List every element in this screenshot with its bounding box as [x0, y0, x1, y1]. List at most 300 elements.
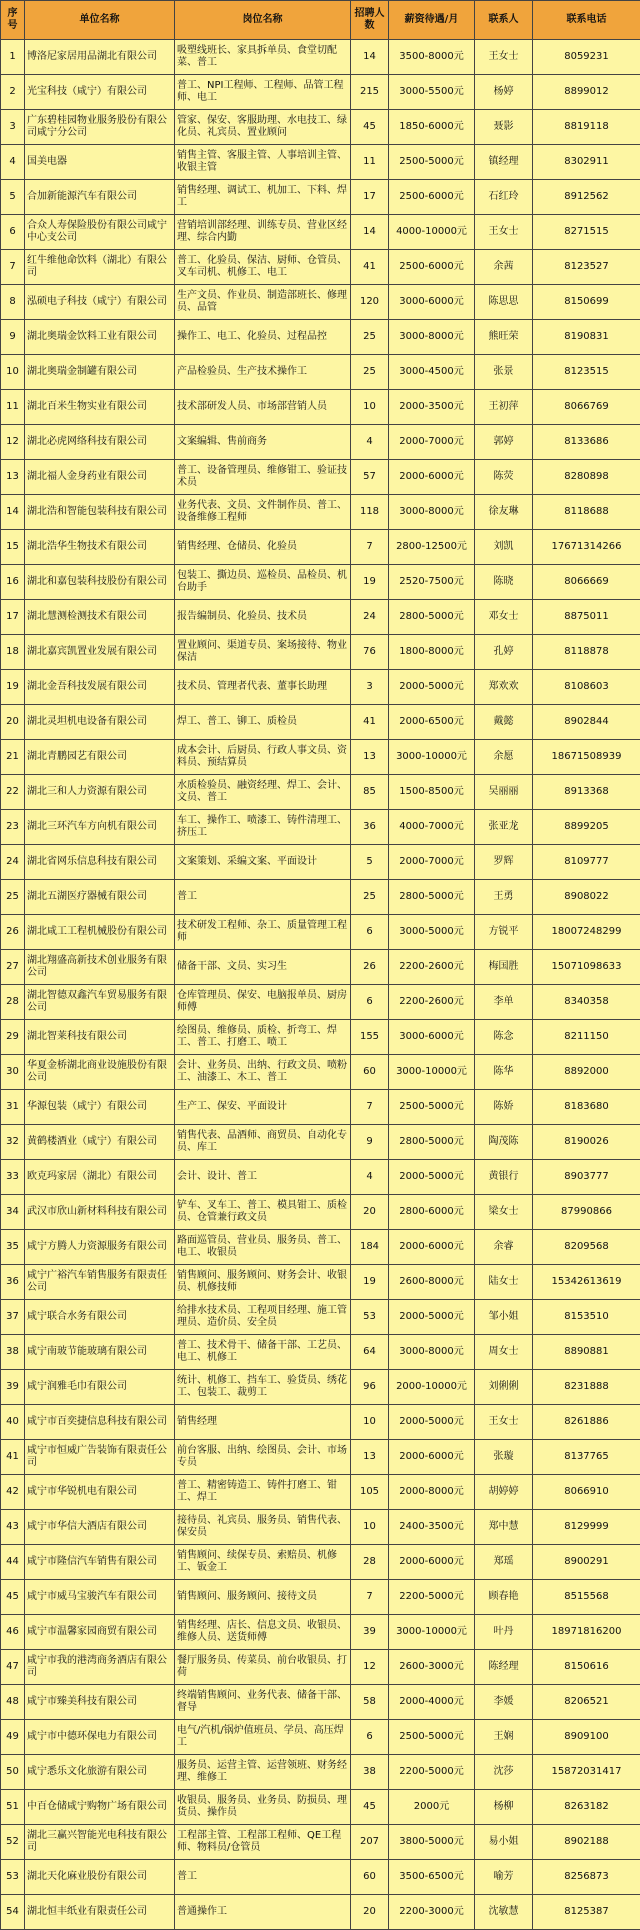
contact-person: 郭婷 [475, 425, 533, 460]
company-name: 湖北奥瑞金制罐有限公司 [25, 355, 175, 390]
positions: 普工 [175, 1860, 351, 1895]
positions: 会计、业务员、出纳、行政文员、喷粉工、油漆工、木工、普工 [175, 1055, 351, 1090]
table-row [1, 1860, 640, 1895]
table-row [1, 250, 640, 285]
positions: 前台客服、出纳、绘图员、会计、市场专员 [175, 1440, 351, 1475]
positions: 储备干部、文员、实习生 [175, 950, 351, 985]
row-number: 51 [1, 1790, 25, 1825]
contact-phone: 8190026 [533, 1125, 640, 1160]
row-number: 27 [1, 950, 25, 985]
positions: 收银员、服务员、业务员、防损员、理货员、操作员 [175, 1790, 351, 1825]
contact-phone: 8875011 [533, 600, 640, 635]
hire-count: 45 [351, 1790, 389, 1825]
contact-person: 陈念 [475, 1020, 533, 1055]
contact-phone: 87990866 [533, 1195, 640, 1230]
row-number: 44 [1, 1545, 25, 1580]
contact-person: 石红玲 [475, 180, 533, 215]
salary: 2000-5000元 [389, 1405, 475, 1440]
positions: 统计、机修工、挡车工、验货员、绣花工、包装工、裁剪工 [175, 1370, 351, 1405]
salary: 2200-3000元 [389, 1895, 475, 1930]
positions: 铲车、叉车工、普工、模具钳工、质检员、仓管兼行政文员 [175, 1195, 351, 1230]
contact-phone: 8900291 [533, 1545, 640, 1580]
contact-person: 杨婷 [475, 75, 533, 110]
positions: 终端销售顾问、业务代表、储备干部、督导 [175, 1685, 351, 1720]
table-row [1, 180, 640, 215]
company-name: 湖北咸工工程机械股份有限公司 [25, 915, 175, 950]
contact-phone: 8819118 [533, 110, 640, 145]
contact-person: 熊旺荣 [475, 320, 533, 355]
positions: 报告编制员、化验员、技术员 [175, 600, 351, 635]
row-number: 11 [1, 390, 25, 425]
hire-count: 13 [351, 740, 389, 775]
company-name: 湖北必虎网络科技有限公司 [25, 425, 175, 460]
row-number: 4 [1, 145, 25, 180]
hire-count: 207 [351, 1825, 389, 1860]
positions: 普工、化验员、保洁、厨师、仓管员、叉车司机、机修工、电工 [175, 250, 351, 285]
contact-person: 余睿 [475, 1230, 533, 1265]
company-name: 湖北奥瑞金饮料工业有限公司 [25, 320, 175, 355]
salary: 3000-6000元 [389, 285, 475, 320]
contact-phone: 8118878 [533, 635, 640, 670]
row-number: 38 [1, 1335, 25, 1370]
contact-person: 喻芳 [475, 1860, 533, 1895]
contact-person: 张璇 [475, 1440, 533, 1475]
positions: 焊工、普工、铆工、质检员 [175, 705, 351, 740]
positions: 操作工、电工、化验员、过程品控 [175, 320, 351, 355]
salary: 4000-7000元 [389, 810, 475, 845]
row-number: 52 [1, 1825, 25, 1860]
hire-count: 3 [351, 670, 389, 705]
table-row [1, 1895, 640, 1930]
table-row [1, 320, 640, 355]
positions: 餐厅服务员、传菜员、前台收银员、打荷 [175, 1650, 351, 1685]
hire-count: 118 [351, 495, 389, 530]
table-row [1, 145, 640, 180]
positions: 文案编辑、售前商务 [175, 425, 351, 460]
table-row [1, 635, 640, 670]
row-number: 40 [1, 1405, 25, 1440]
table-row [1, 1195, 640, 1230]
table-row [1, 775, 640, 810]
contact-person: 李媛 [475, 1685, 533, 1720]
table-row [1, 1720, 640, 1755]
salary: 3800-5000元 [389, 1825, 475, 1860]
salary: 2000-5000元 [389, 1300, 475, 1335]
contact-phone: 8340358 [533, 985, 640, 1020]
table-row [1, 40, 640, 75]
positions: 服务员、运营主管、运营领班、财务经理、维修工 [175, 1755, 351, 1790]
hire-count: 184 [351, 1230, 389, 1265]
company-name: 湖北金吾科技发展有限公司 [25, 670, 175, 705]
positions: 技术员、管理者代表、董事长助理 [175, 670, 351, 705]
contact-phone: 8908022 [533, 880, 640, 915]
contact-person: 张景 [475, 355, 533, 390]
contact-phone: 8256873 [533, 1860, 640, 1895]
contact-person: 邹小姐 [475, 1300, 533, 1335]
hire-count: 41 [351, 705, 389, 740]
company-name: 泓硕电子科技（咸宁）有限公司 [25, 285, 175, 320]
positions: 技术研发工程师、杂工、质量管理工程师 [175, 915, 351, 950]
contact-phone: 8066910 [533, 1475, 640, 1510]
hire-count: 215 [351, 75, 389, 110]
table-row [1, 110, 640, 145]
contact-person: 吴丽丽 [475, 775, 533, 810]
contact-phone: 8150616 [533, 1650, 640, 1685]
salary: 2000-3500元 [389, 390, 475, 425]
salary: 3000-4500元 [389, 355, 475, 390]
salary: 2500-5000元 [389, 145, 475, 180]
contact-person: 徐友琳 [475, 495, 533, 530]
positions: 普通操作工 [175, 1895, 351, 1930]
row-number: 46 [1, 1615, 25, 1650]
contact-phone: 8909100 [533, 1720, 640, 1755]
table-row [1, 1125, 640, 1160]
hire-count: 39 [351, 1615, 389, 1650]
hire-count: 36 [351, 810, 389, 845]
row-number: 37 [1, 1300, 25, 1335]
contact-person: 胡婷婷 [475, 1475, 533, 1510]
positions: 置业顾问、渠道专员、案场接待、物业保洁 [175, 635, 351, 670]
hire-count: 19 [351, 1265, 389, 1300]
row-number: 31 [1, 1090, 25, 1125]
positions: 接待员、礼宾员、服务员、销售代表、保安员 [175, 1510, 351, 1545]
salary: 2800-5000元 [389, 600, 475, 635]
hire-count: 19 [351, 565, 389, 600]
table-row [1, 1790, 640, 1825]
hire-count: 9 [351, 1125, 389, 1160]
salary: 2000-4000元 [389, 1685, 475, 1720]
header-company: 单位名称 [25, 1, 175, 40]
company-name: 欧克玛家居（湖北）有限公司 [25, 1160, 175, 1195]
hire-count: 11 [351, 145, 389, 180]
contact-phone: 8108603 [533, 670, 640, 705]
company-name: 合众人寿保险股份有限公司咸宁中心支公司 [25, 215, 175, 250]
salary: 2600-3000元 [389, 1650, 475, 1685]
salary: 1850-6000元 [389, 110, 475, 145]
table-row [1, 75, 640, 110]
row-number: 33 [1, 1160, 25, 1195]
table-row [1, 1090, 640, 1125]
table-row [1, 1160, 640, 1195]
table-row [1, 1475, 640, 1510]
contact-person: 郑瑶 [475, 1545, 533, 1580]
contact-phone: 8133686 [533, 425, 640, 460]
positions: 生产工、保安、平面设计 [175, 1090, 351, 1125]
row-number: 36 [1, 1265, 25, 1300]
table-row [1, 285, 640, 320]
company-name: 湖北天化麻业股份有限公司 [25, 1860, 175, 1895]
row-number: 7 [1, 250, 25, 285]
company-name: 国美电器 [25, 145, 175, 180]
hire-count: 58 [351, 1685, 389, 1720]
hire-count: 57 [351, 460, 389, 495]
positions: 销售顾问、服务顾问、接待文员 [175, 1580, 351, 1615]
table-row [1, 425, 640, 460]
contact-phone: 8150699 [533, 285, 640, 320]
positions: 销售主管、客服主管、人事培训主管、收银主管 [175, 145, 351, 180]
row-number: 10 [1, 355, 25, 390]
positions: 车工、操作工、喷漆工、铸件清理工、挤压工 [175, 810, 351, 845]
contact-phone: 15872031417 [533, 1755, 640, 1790]
company-name: 湖北恒丰纸业有限责任公司 [25, 1895, 175, 1930]
row-number: 35 [1, 1230, 25, 1265]
company-name: 咸宁方腾人力资源服务有限公司 [25, 1230, 175, 1265]
positions: 销售经理、店长、信息文员、收银员、维修人员、送货师傅 [175, 1615, 351, 1650]
contact-phone: 8125387 [533, 1895, 640, 1930]
company-name: 湖北百米生物实业有限公司 [25, 390, 175, 425]
row-number: 42 [1, 1475, 25, 1510]
company-name: 黄鹤楼酒业（咸宁）有限公司 [25, 1125, 175, 1160]
hire-count: 60 [351, 1860, 389, 1895]
hire-count: 14 [351, 40, 389, 75]
contact-person: 梁女士 [475, 1195, 533, 1230]
contact-person: 陶茂陈 [475, 1125, 533, 1160]
salary: 2200-5000元 [389, 1580, 475, 1615]
positions: 工程部主管、工程部工程师、QE工程师、物料员/仓管员 [175, 1825, 351, 1860]
salary: 2000-6500元 [389, 705, 475, 740]
salary: 2800-5000元 [389, 880, 475, 915]
company-name: 湖北嘉宾凯置业发展有限公司 [25, 635, 175, 670]
row-number: 25 [1, 880, 25, 915]
contact-phone: 8059231 [533, 40, 640, 75]
contact-phone: 8302911 [533, 145, 640, 180]
contact-phone: 8902188 [533, 1825, 640, 1860]
table-row [1, 985, 640, 1020]
header-salary: 薪资待遇/月 [389, 1, 475, 40]
row-number: 14 [1, 495, 25, 530]
row-number: 8 [1, 285, 25, 320]
positions: 文案策划、采编文案、平面设计 [175, 845, 351, 880]
company-name: 湖北浩华生物技术有限公司 [25, 530, 175, 565]
positions: 普工、设备管理员、维修钳工、验证技术员 [175, 460, 351, 495]
salary: 2500-6000元 [389, 250, 475, 285]
contact-phone: 8231888 [533, 1370, 640, 1405]
contact-person: 刘俐俐 [475, 1370, 533, 1405]
company-name: 湖北慧测检测技术有限公司 [25, 600, 175, 635]
hire-count: 7 [351, 530, 389, 565]
table-row [1, 495, 640, 530]
contact-person: 李单 [475, 985, 533, 1020]
positions: 销售经理 [175, 1405, 351, 1440]
contact-phone: 8206521 [533, 1685, 640, 1720]
table-row [1, 600, 640, 635]
row-number: 5 [1, 180, 25, 215]
company-name: 博洛尼家居用品湖北有限公司 [25, 40, 175, 75]
company-name: 咸宁市隆信汽车销售有限公司 [25, 1545, 175, 1580]
table-row [1, 1055, 640, 1090]
company-name: 咸宁联合水务有限公司 [25, 1300, 175, 1335]
row-number: 32 [1, 1125, 25, 1160]
contact-person: 邓女士 [475, 600, 533, 635]
contact-person: 罗辉 [475, 845, 533, 880]
salary: 2520-7500元 [389, 565, 475, 600]
row-number: 26 [1, 915, 25, 950]
header-phone: 联系电话 [533, 1, 640, 40]
positions: 给排水技术员、工程项目经理、施工管理员、造价员、安全员 [175, 1300, 351, 1335]
hire-count: 53 [351, 1300, 389, 1335]
contact-person: 方锐平 [475, 915, 533, 950]
positions: 销售代表、品酒师、商贸员、自动化专员、库工 [175, 1125, 351, 1160]
positions: 销售顾问、服务顾问、财务会计、收银员、机修技师 [175, 1265, 351, 1300]
hire-count: 38 [351, 1755, 389, 1790]
contact-phone: 8190831 [533, 320, 640, 355]
contact-person: 陈思思 [475, 285, 533, 320]
contact-person: 王女士 [475, 215, 533, 250]
row-number: 1 [1, 40, 25, 75]
hire-count: 20 [351, 1195, 389, 1230]
company-name: 咸宁市华锐机电有限公司 [25, 1475, 175, 1510]
row-number: 48 [1, 1685, 25, 1720]
salary: 2000-10000元 [389, 1370, 475, 1405]
company-name: 湖北智德双鑫汽车贸易服务有限公司 [25, 985, 175, 1020]
company-name: 咸宁市中德环保电力有限公司 [25, 1720, 175, 1755]
contact-phone: 8902844 [533, 705, 640, 740]
salary: 2200-5000元 [389, 1755, 475, 1790]
contact-person: 王娴 [475, 1720, 533, 1755]
row-number: 54 [1, 1895, 25, 1930]
header-count: 招聘人数 [351, 1, 389, 40]
salary: 1500-8500元 [389, 775, 475, 810]
positions: 销售顾问、续保专员、索赔员、机修工、钣金工 [175, 1545, 351, 1580]
company-name: 湖北和嘉包装科技股份有限公司 [25, 565, 175, 600]
contact-phone: 8129999 [533, 1510, 640, 1545]
row-number: 30 [1, 1055, 25, 1090]
positions: 生产文员、作业员、制造部班长、修理员、品管 [175, 285, 351, 320]
positions: 水质检验员、融资经理、焊工、会计、文员、普工 [175, 775, 351, 810]
salary: 4000-10000元 [389, 215, 475, 250]
salary: 2400-3500元 [389, 1510, 475, 1545]
table-row [1, 1545, 640, 1580]
contact-phone: 8515568 [533, 1580, 640, 1615]
company-name: 咸宁市威马宝骏汽车有限公司 [25, 1580, 175, 1615]
row-number: 16 [1, 565, 25, 600]
contact-person: 聂影 [475, 110, 533, 145]
contact-phone: 8109777 [533, 845, 640, 880]
salary: 3000-8000元 [389, 495, 475, 530]
header-no: 序号 [1, 1, 25, 40]
salary: 2000-8000元 [389, 1475, 475, 1510]
salary: 2000-7000元 [389, 425, 475, 460]
contact-person: 杨柳 [475, 1790, 533, 1825]
company-name: 咸宁市百奕捷信息科技有限公司 [25, 1405, 175, 1440]
hire-count: 10 [351, 390, 389, 425]
row-number: 12 [1, 425, 25, 460]
company-name: 武汉市欣山新材料科技有限公司 [25, 1195, 175, 1230]
table-row [1, 845, 640, 880]
hire-count: 20 [351, 1895, 389, 1930]
company-name: 广东碧桂园物业服务股份有限公司咸宁分公司 [25, 110, 175, 145]
salary: 2000-5000元 [389, 1160, 475, 1195]
table-row [1, 565, 640, 600]
company-name: 咸宁市臻美科技有限公司 [25, 1685, 175, 1720]
positions: 吸塑线班长、家具拆单员、食堂切配菜、普工 [175, 40, 351, 75]
contact-phone: 8912562 [533, 180, 640, 215]
hire-count: 6 [351, 1720, 389, 1755]
row-number: 15 [1, 530, 25, 565]
row-number: 24 [1, 845, 25, 880]
salary: 2000-6000元 [389, 1545, 475, 1580]
salary: 2800-6000元 [389, 1195, 475, 1230]
contact-person: 孔婷 [475, 635, 533, 670]
company-name: 中百仓储咸宁购物广场有限公司 [25, 1790, 175, 1825]
positions: 普工 [175, 880, 351, 915]
company-name: 湖北灵坦机电设备有限公司 [25, 705, 175, 740]
contact-person: 郑中慧 [475, 1510, 533, 1545]
table-row [1, 880, 640, 915]
hire-count: 25 [351, 880, 389, 915]
positions: 产品检验员、生产技术操作工 [175, 355, 351, 390]
hire-count: 60 [351, 1055, 389, 1090]
hire-count: 25 [351, 320, 389, 355]
company-name: 湖北福人金身药业有限公司 [25, 460, 175, 495]
hire-count: 17 [351, 180, 389, 215]
salary: 3000-5500元 [389, 75, 475, 110]
hire-count: 12 [351, 1650, 389, 1685]
contact-person: 陈荧 [475, 460, 533, 495]
contact-phone: 8890881 [533, 1335, 640, 1370]
row-number: 13 [1, 460, 25, 495]
contact-phone: 8899012 [533, 75, 640, 110]
contact-phone: 8211150 [533, 1020, 640, 1055]
salary: 2000元 [389, 1790, 475, 1825]
salary: 3000-10000元 [389, 1615, 475, 1650]
table-row [1, 1440, 640, 1475]
hire-count: 155 [351, 1020, 389, 1055]
positions: 技术部研发人员、市场部营销人员 [175, 390, 351, 425]
company-name: 湖北青鹏园艺有限公司 [25, 740, 175, 775]
positions: 普工、精密铸造工、铸件打磨工、钳工、焊工 [175, 1475, 351, 1510]
hire-count: 76 [351, 635, 389, 670]
company-name: 咸宁市恒威广告装饰有限责任公司 [25, 1440, 175, 1475]
table-row [1, 390, 640, 425]
contact-phone: 15071098633 [533, 950, 640, 985]
hire-count: 7 [351, 1580, 389, 1615]
contact-phone: 8209568 [533, 1230, 640, 1265]
salary: 2500-6000元 [389, 180, 475, 215]
salary: 3000-10000元 [389, 740, 475, 775]
salary: 2500-5000元 [389, 1090, 475, 1125]
table-row [1, 1335, 640, 1370]
salary: 2200-2600元 [389, 985, 475, 1020]
salary: 3000-6000元 [389, 1020, 475, 1055]
row-number: 45 [1, 1580, 25, 1615]
hire-count: 6 [351, 985, 389, 1020]
row-number: 21 [1, 740, 25, 775]
contact-person: 王初萍 [475, 390, 533, 425]
contact-phone: 8066769 [533, 390, 640, 425]
row-number: 49 [1, 1720, 25, 1755]
salary: 3000-10000元 [389, 1055, 475, 1090]
positions: 普工、NPI工程师、工程师、品管工程师、电工 [175, 75, 351, 110]
positions: 包装工、撕边员、巡检员、品检员、机台助手 [175, 565, 351, 600]
hire-count: 41 [351, 250, 389, 285]
hire-count: 25 [351, 355, 389, 390]
contact-person: 陈华 [475, 1055, 533, 1090]
hire-count: 5 [351, 845, 389, 880]
contact-person: 镇经理 [475, 145, 533, 180]
salary: 3000-8000元 [389, 1335, 475, 1370]
company-name: 湖北三赢兴智能光电科技有限公司 [25, 1825, 175, 1860]
table-row [1, 705, 640, 740]
positions: 管家、保安、客服助理、水电技工、绿化员、礼宾员、置业顾问 [175, 110, 351, 145]
row-number: 34 [1, 1195, 25, 1230]
contact-person: 梅国胜 [475, 950, 533, 985]
contact-phone: 8892000 [533, 1055, 640, 1090]
salary: 2600-8000元 [389, 1265, 475, 1300]
table-row [1, 950, 640, 985]
contact-phone: 15342613619 [533, 1265, 640, 1300]
contact-phone: 8280898 [533, 460, 640, 495]
